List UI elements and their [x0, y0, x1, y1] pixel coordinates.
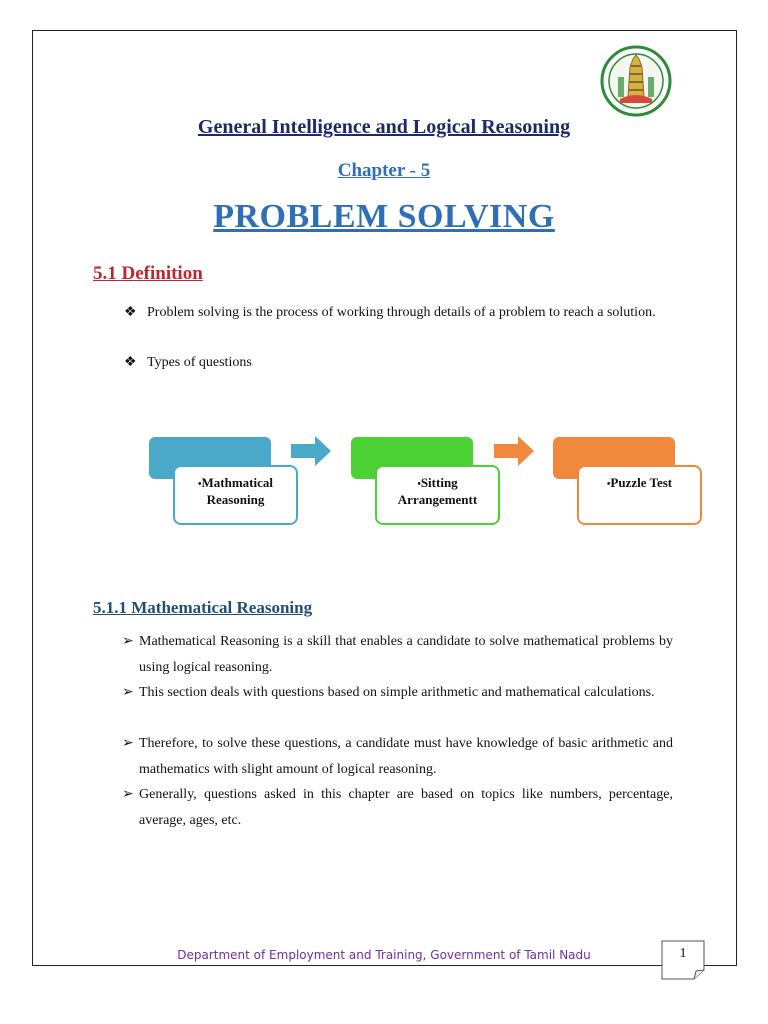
chapter-number: Chapter - 5	[337, 160, 431, 181]
arrow-right-icon	[291, 434, 333, 468]
section-heading-definition: 5.1 Definition	[93, 263, 203, 284]
arrow-bullet-icon: ➢	[122, 685, 134, 700]
arrow-right-icon	[494, 434, 536, 468]
chapter-title: PROBLEM SOLVING	[213, 198, 555, 235]
subject-heading: General Intelligence and Logical Reasoning	[197, 116, 571, 138]
arrow-bullet-icon: ➢	[122, 634, 134, 649]
list-item-text: Problem solving is the process of working through details of a problem to reach a solution.	[147, 305, 656, 320]
list-item-text: Types of questions	[147, 355, 252, 370]
section-heading-mathematical-reasoning: 5.1.1 Mathematical Reasoning	[93, 598, 313, 617]
list-item-text: Therefore, to solve these questions, a candidate must have knowledge of basic arithmetic and mathematics with slight amount of logical reasoning.	[139, 736, 673, 777]
list-item-text: This section deals with questions based on simple arithmetic and mathematical calculations.	[139, 685, 655, 700]
list-item-text: Generally, questions asked in this chapter are based on topics like numbers, percentage, average, ages, etc.	[139, 787, 673, 828]
arrow-bullet-icon: ➢	[122, 787, 134, 802]
diagram-card-mathematical	[173, 465, 298, 525]
diagram-card-puzzle	[577, 465, 702, 525]
diagram-card-sitting	[375, 465, 500, 525]
diamond-bullet-icon: ❖	[124, 355, 137, 370]
list-item-text: Mathematical Reasoning is a skill that enables a candidate to solve mathematical problems by using logical reasoning.	[139, 634, 673, 675]
arrow-bullet-icon: ➢	[122, 736, 134, 751]
footer-text: Department of Employment and Training, Government of Tamil Nadu	[177, 948, 591, 962]
tamil-nadu-emblem-icon	[600, 45, 672, 117]
page-number: 1	[679, 946, 687, 961]
diagram-card-label: •Puzzle Test	[606, 475, 673, 490]
diagram-card-label: •Sitting Arrangementt	[397, 475, 478, 507]
diamond-bullet-icon: ❖	[124, 305, 137, 320]
diagram-card-label: •Mathmatical Reasoning	[198, 475, 273, 507]
